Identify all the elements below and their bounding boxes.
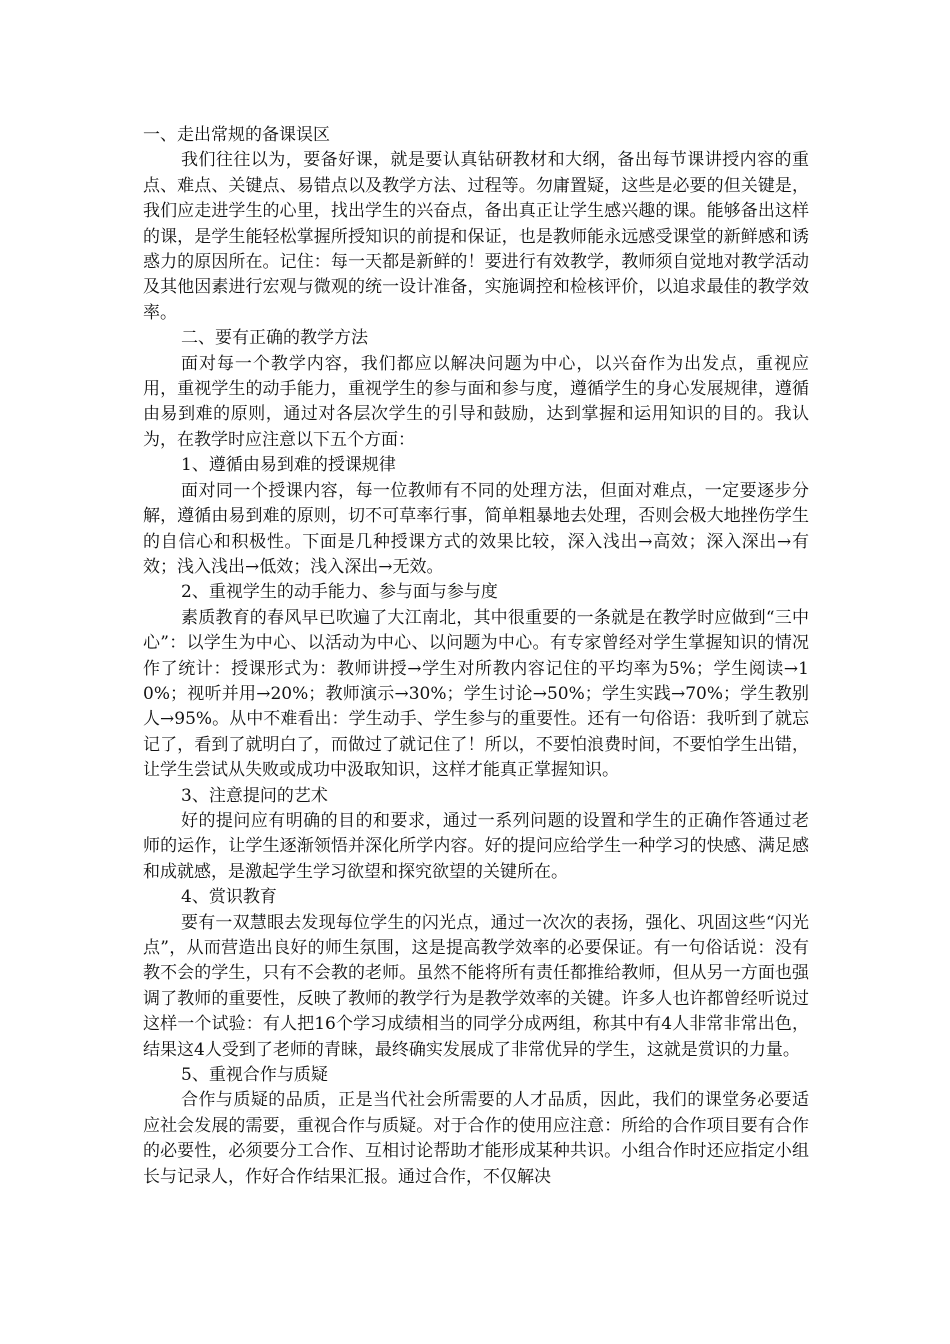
paragraph: 好的提问应有明确的目的和要求，通过一系列问题的设置和学生的正确作答通过老师的运作，让学生逐渐领悟并深化所学内容。好的提问应给学生一种学习的快感、满足感和成就感，是激起学生学习欲望和探究欲望的关键所在。 bbox=[143, 810, 809, 882]
paragraph: 面对每一个教学内容，我们都应以解决问题为中心，以兴奋作为出发点，重视应用，重视学生的动手能力，重视学生的参与面和参与度，遵循学生的身心发展规律，遵循由易到难的原则，通过对各层次学生的引导和鼓励，达到掌握和运用知识的目的。我认为，在教学时应注意以下五个方面： bbox=[143, 353, 809, 450]
subsection-heading: 2、重视学生的动手能力、参与面与参与度 bbox=[181, 582, 498, 603]
subsection-heading: 3、注意提问的艺术 bbox=[181, 785, 328, 806]
subsection-heading: 4、赏识教育 bbox=[181, 887, 277, 908]
subsection-heading: 1、遵循由易到难的授课规律 bbox=[181, 455, 396, 476]
document-body bbox=[143, 123, 809, 1190]
paragraph: 面对同一个授课内容，每一位教师有不同的处理方法，但面对难点，一定要逐步分解，遵循由易到难的原则，切不可草率行事，简单粗暴地去处理，否则会极大地挫伤学生的自信心和积极性。下面是几种授课方式的效果比较，深入浅出→高效；深入深出→有效；浅入浅出→低效；浅入深出→无效。 bbox=[143, 480, 809, 577]
section-heading: 一、走出常规的备课误区 bbox=[143, 125, 330, 145]
paragraph: 要有一双慧眼去发现每位学生的闪光点，通过一次次的表扬，强化、巩固这些“闪光点”，从而营造出良好的师生氛围，这是提高教学效率的必要保证。有一句俗话说：没有教不会的学生，只有不会教的老师。虽然不能将所有责任都推给教师，但从另一方面也强调了教师的重要性，反映了教师的教学行为是教学效率的关键。许多人也许都曾经听说过这样一个试验：有人把16个学习成绩相当的同学分成两组，称其中有4人非常非常出色，结果这4人受到了老师的青睐，最终确实发展成了非常优异的学生，这就是赏识的力量。 bbox=[143, 912, 809, 1060]
subsection-heading: 5、重视合作与质疑 bbox=[181, 1065, 328, 1086]
paragraph: 我们往往以为，要备好课，就是要认真钻研教材和大纲，备出每节课讲授内容的重点、难点、关键点、易错点以及教学方法、过程等。勿庸置疑，这些是必要的但关键是，我们应走进学生的心里，找出学生的兴奋点，备出真正让学生感兴趣的课。能够备出这样的课，是学生能轻松掌握所授知识的前提和保证，也是教师能永远感受课堂的新鲜感和诱惑力的原因所在。记住：每一天都是新鲜的！要进行有效教学，教师须自觉地对教学活动及其他因素进行宏观与微观的统一设计准备，实施调控和检核评价，以追求最佳的教学效率。 bbox=[143, 150, 809, 323]
section-heading: 二、要有正确的教学方法 bbox=[181, 328, 368, 349]
paragraph: 合作与质疑的品质，正是当代社会所需要的人才品质，因此，我们的课堂务必要适应社会发展的需要，重视合作与质疑。对于合作的使用应注意：所给的合作项目要有合作的必要性，必须要分工合作、互相讨论帮助才能形成某种共识。小组合作时还应指定小组长与记录人，作好合作结果汇报。通过合作，不仅解决 bbox=[143, 1090, 809, 1187]
paragraph: 素质教育的春风早已吹遍了大江南北，其中很重要的一条就是在教学时应做到“三中心”：以学生为中心、以活动为中心、以问题为中心。有专家曾经对学生掌握知识的情况作了统计：授课形式为：教师讲授→学生对所教内容记住的平均率为5%；学生阅读→10%；视听并用→20%；教师演示→30%；学生讨论→50%；学生实践→70%；学生教别人→95%。从中不难看出：学生动手、学生参与的重要性。还有一句俗语：我听到了就忘记了，看到了就明白了，而做过了就记住了！所以，不要怕浪费时间，不要怕学生出错，让学生尝试从失败或成功中汲取知识，这样才能真正掌握知识。 bbox=[143, 607, 809, 781]
